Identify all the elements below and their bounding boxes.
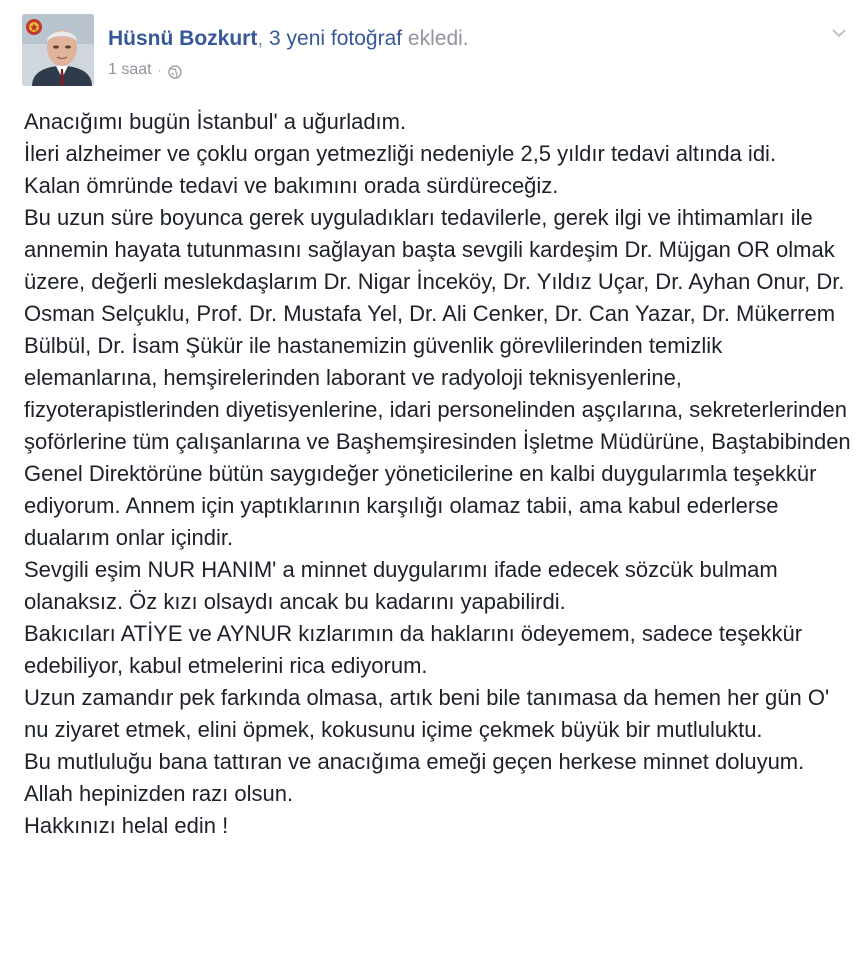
author-line xyxy=(108,24,806,54)
post-paragraph: Uzun zamandır pek farkında olmasa, artık beni bile tanımasa da hemen her gün O' nu ziyaret etmek, elini öpmek, kokusunu içime çekmek büyük bir mutluluktu. xyxy=(24,685,830,742)
avatar-photo xyxy=(22,14,94,86)
author-separator: , xyxy=(257,27,269,50)
photos-link[interactable]: 3 yeni fotoğraf xyxy=(269,27,403,50)
post-paragraph: İleri alzheimer ve çoklu organ yetmezliği nedeniyle 2,5 yıldır tedavi altında idi. xyxy=(24,141,777,166)
post-paragraph: Bu uzun süre boyunca gerek uyguladıkları tedavilerle, gerek ilgi ve ihtimamları ile annemin hayata tutunmasını sağlayan başta sevgili kardeşim Dr. Müjgan OR olmak üzere, değerli meslekdaşlarım Dr. Nigar İnceköy, Dr. Yıldız Uçar, Dr. Ayhan Onur, Dr. Osman Selçuklu, Prof. Dr. Mustafa Yel, Dr. Ali Cenker, Dr. Can Yazar, Dr. Mükerrem Bülbül, Dr. İsam Şükür ile hastanemizin güvenlik görevlilerinden temizlik elemanlarına, hemşirelerinden laborant ve radyoloji teknisyenlerine, fizyoterapistlerinden diyetisyenlerine, idari personelinden aşçılarına, sekreterlerinden şoförlerine tüm çalışanlarına ve Başhemşiresinden İşletme Müdürüne, Baştabibinden Genel Direktörüne bütün saygıdeğer yöneticilerine en kalbi duygularımla teşekkür ediyorum. Annem için yaptıklarının karşılığı olamaz tabii, ama kabul ederlerse dualarım onlar içindir. xyxy=(24,205,851,550)
author-name-link[interactable]: Hüsnü Bozkurt xyxy=(108,27,258,50)
timestamp-link[interactable]: 1 saat xyxy=(108,61,152,78)
post-header xyxy=(108,24,806,82)
globe-icon[interactable] xyxy=(168,63,182,77)
post-paragraph: Anacığımı bugün İstanbul' a uğurladım. xyxy=(24,109,407,134)
post-paragraph: Kalan ömründe tedavi ve bakımını orada sürdüreceğiz. xyxy=(24,173,559,198)
action-verb: ekledi. xyxy=(402,27,469,50)
post-body xyxy=(24,106,854,842)
author-avatar[interactable] xyxy=(22,14,94,86)
post-paragraph: Bakıcıları ATİYE ve AYNUR kızlarımın da haklarını ödeyemem, sadece teşekkür edebiliyor, kabul etmelerini rica ediyorum. xyxy=(24,621,803,678)
post-paragraph: Allah hepinizden razı olsun. xyxy=(24,781,294,806)
meta-dot: · xyxy=(157,63,162,77)
post-paragraph: Sevgili eşim NUR HANIM' a minnet duygularımı ifade edecek sözcük bulmam olanaksız. Öz kızı olsaydı ancak bu kadarını yapabilirdi. xyxy=(24,557,778,614)
chevron-down-icon[interactable] xyxy=(830,26,848,40)
post-paragraph: Bu mutluluğu bana tattıran ve anacığıma emeği geçen herkese minnet doluyum. xyxy=(24,749,805,774)
post-paragraph: Hakkınızı helal edin ! xyxy=(24,813,229,838)
post-meta xyxy=(108,58,806,82)
